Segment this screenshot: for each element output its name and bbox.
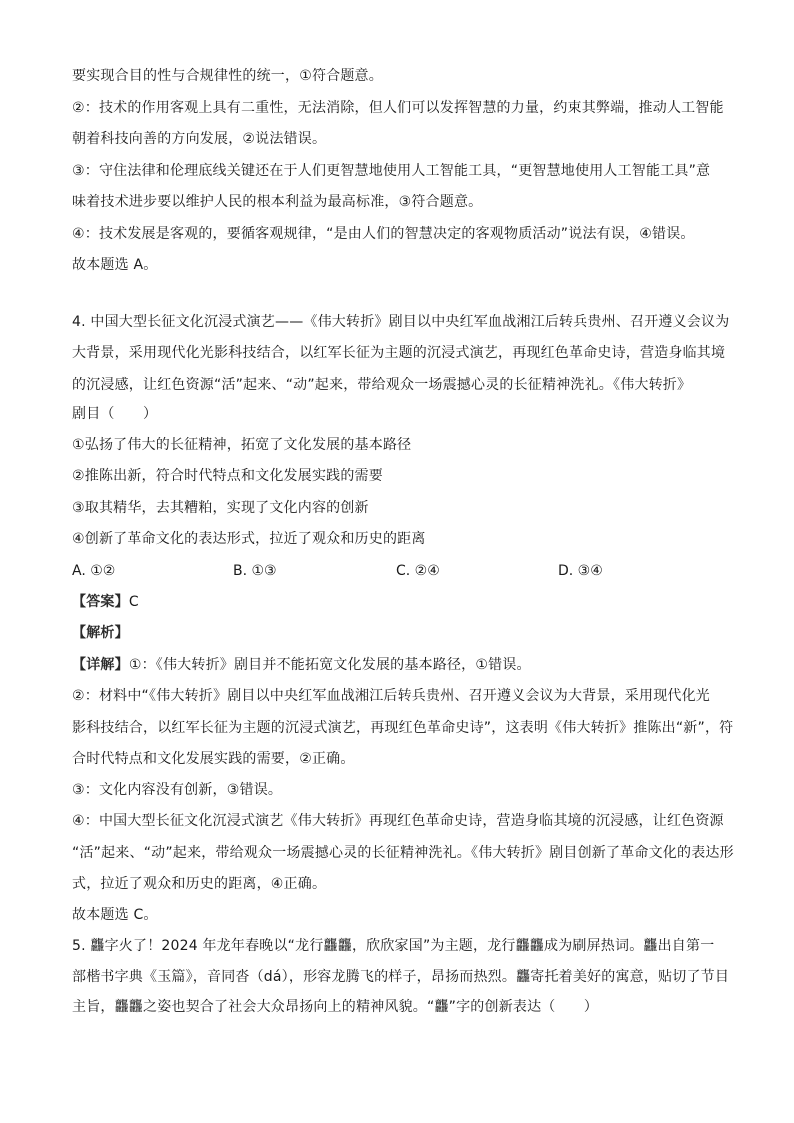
q5-stem-line: 主旨，龘龘之姿也契合了社会大众昂扬向上的精神风貌。“龘”字的创新表达（ ） bbox=[72, 999, 599, 1015]
q4-option-b: B. ①③ bbox=[233, 563, 277, 579]
q4-stem-line: 的沉浸感，让红色资源“活”起来、“动”起来，带给观众一场震撼心灵的长征精神洗礼。《伟大转折》 bbox=[72, 377, 692, 393]
q4-stem-line: 大背景，采用现代化光影科技结合，以红军长征为主题的沉浸式演艺，再现红色革命史诗，营造身临其境 bbox=[72, 345, 726, 361]
q4-stem-line: 剧目（ ） bbox=[72, 406, 158, 422]
q4-detail-line: 式，拉近了观众和历史的距离，④正确。 bbox=[72, 876, 327, 892]
q3-analysis-line: 味着技术进步要以维护人民的根本利益为最高标准，③符合题意。 bbox=[72, 194, 483, 210]
answer-tag: 【答案】 bbox=[72, 594, 129, 610]
q4-answer bbox=[72, 592, 722, 612]
q4-stem-line: 4. 中国大型长征文化沉浸式演艺——《伟大转折》剧目以中央红军血战湘江后转兵贵州、召开遵义会议为 bbox=[72, 314, 730, 330]
q4-conclusion: 故本题选 C。 bbox=[72, 907, 158, 923]
q3-analysis-line: 要实现合目的性与合规律性的统一，①符合题意。 bbox=[72, 68, 383, 84]
q4-option-d: D. ③④ bbox=[558, 563, 603, 579]
answer-value: C bbox=[128, 594, 139, 610]
q3-analysis-line: ②：技术的作用客观上具有二重性，无法消除，但人们可以发挥智慧的力量，约束其弊端，推动人工智能 bbox=[72, 100, 724, 116]
q5-stem-line: 5. 龘字火了！2024 年龙年春晚以“龙行龘龘，欣欣家国”为主题，龙行龘龘成为刷屏热词。龘出自第一 bbox=[72, 938, 715, 954]
detail-text: ①：《伟大转折》剧目并不能拓宽文化发展的基本路径，①错误。 bbox=[128, 657, 531, 673]
q4-statement-4: ④创新了革命文化的表达形式，拉近了观众和历史的距离 bbox=[72, 531, 426, 547]
detail-tag: 【详解】 bbox=[72, 657, 129, 673]
q3-conclusion: 故本题选 A。 bbox=[72, 257, 158, 273]
q3-analysis-line: ④：技术发展是客观的，要循客观规律，“是由人们的智慧决定的客观物质活动”说法有误，④错误。 bbox=[72, 226, 695, 242]
q3-analysis-line: ③：守住法律和伦理底线关键还在于人们更智慧地使用人工智能工具，“更智慧地使用人工智能工具”意 bbox=[72, 163, 711, 179]
q4-detail-line: 合时代特点和文化发展实践的需要，②正确。 bbox=[72, 751, 355, 767]
q4-detail-line: ②：材料中“《伟大转折》剧目以中央红军血战湘江后转兵贵州、召开遵义会议为大背景，采用现代化光 bbox=[72, 688, 711, 704]
q4-option-c: C. ②④ bbox=[396, 563, 440, 579]
q4-detail-line: “活”起来、“动”起来，带给观众一场震撼心灵的长征精神洗礼。《伟大转折》剧目创新了革命文化的表达形 bbox=[72, 845, 734, 861]
q4-statement-1: ①弘扬了伟大的长征精神，拓宽了文化发展的基本路径 bbox=[72, 437, 412, 453]
q4-statement-2: ②推陈出新，符合时代特点和文化发展实践的需要 bbox=[72, 468, 383, 484]
q4-detail-line: 影科技结合，以红军长征为主题的沉浸式演艺，再现红色革命史诗”，这表明《伟大转折》推陈出“新”，符 bbox=[72, 720, 734, 736]
q4-option-a: A. ①② bbox=[72, 563, 116, 579]
q3-analysis-line: 朝着科技向善的方向发展，②说法错误。 bbox=[72, 131, 327, 147]
q4-detail-line bbox=[72, 655, 722, 675]
q5-stem-line: 部楷书字典《玉篇》，音同沓（dá），形容龙腾飞的样子，昂扬而热烈。龘寄托着美好的寓意，贴切了节目 bbox=[72, 969, 730, 985]
analysis-tag: 【解析】 bbox=[72, 625, 129, 641]
q4-detail-line: ④：中国大型长征文化沉浸式演艺《伟大转折》再现红色革命史诗，营造身临其境的沉浸感，让红色资源 bbox=[72, 813, 724, 829]
q4-detail-line: ③：文化内容没有创新，③错误。 bbox=[72, 782, 283, 798]
q4-statement-3: ③取其精华，去其糟粕，实现了文化内容的创新 bbox=[72, 500, 369, 516]
q4-analysis-heading bbox=[72, 623, 722, 643]
